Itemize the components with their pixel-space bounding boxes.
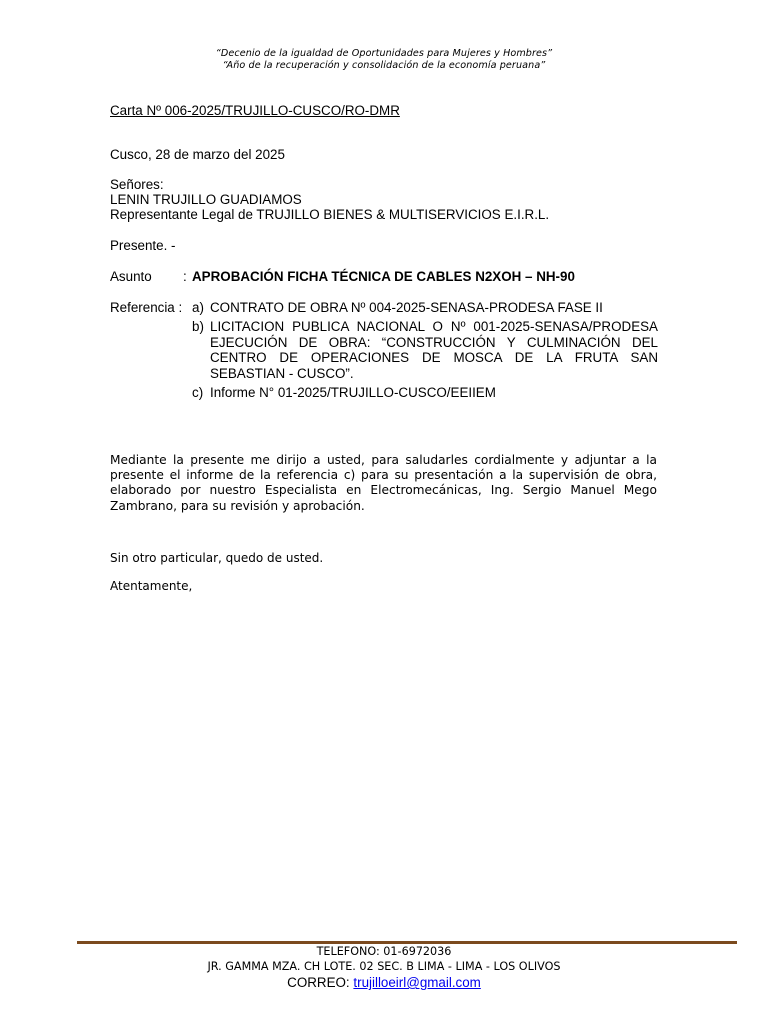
footer-email-link[interactable]: trujilloeirl@gmail.com [353, 975, 481, 990]
reference-b-line-2: EJECUCIÓN DE OBRA: “CONSTRUCCIÓN Y CULMINACIÓN DEL [210, 335, 658, 350]
subject-label: Asunto [110, 269, 152, 284]
closing-line: Sin otro particular, quedo de usted. [110, 551, 324, 565]
footer-email-label: CORREO: [287, 975, 350, 990]
place-date: Cusco, 28 de marzo del 2025 [110, 147, 285, 162]
reference-marker-b: b) [192, 319, 204, 334]
footer-divider [77, 941, 737, 944]
reference-b-line-1: LICITACION PUBLICA NACIONAL O Nº 001-2025-SENASA/PRODESA [210, 319, 658, 334]
subject-colon: : [183, 269, 187, 284]
reference-label: Referencia : [110, 300, 183, 315]
recipient-name: LENIN TRUJILLO GUADIAMOS [110, 192, 302, 207]
reference-b-line-4: SEBASTIAN - CUSCO”. [210, 366, 354, 381]
footer-address: JR. GAMMA MZA. CH LOTE. 02 SEC. B LIMA - LIMA - LOS OLIVOS [207, 960, 561, 973]
reference-b-line-3: CENTRO DE OPERACIONES DE MOSCA DE LA FRUTA SAN [210, 350, 658, 365]
motto-line-1: “Decenio de la igualdad de Oportunidades para Mujeres y Hombres” [215, 48, 553, 59]
sign-off: Atentamente, [110, 579, 193, 593]
motto-line-2: “Año de la recuperación y consolidación de la economía peruana” [222, 60, 546, 71]
reference-marker-c: c) [192, 385, 204, 400]
recipient-role: Representante Legal de TRUJILLO BIENES & MULTISERVICIOS E.I.R.L. [110, 207, 550, 222]
footer-email-line [0, 975, 768, 990]
presente: Presente. - [110, 238, 176, 253]
footer-phone: TELEFONO: 01-6972036 [316, 945, 452, 958]
reference-c-text: Informe N° 01-2025/TRUJILLO-CUSCO/EEIIEM [210, 385, 496, 400]
reference-a-text: CONTRATO DE OBRA Nº 004-2025-SENASA-PRODESA FASE II [210, 300, 603, 315]
reference-marker-a: a) [192, 300, 204, 315]
body-paragraph: Mediante la presente me dirijo a usted, para saludarles cordialmente y adjuntar a la presente el informe de la referencia c) para su presentación a la supervisión de obra, elaborado por nuestro Especialista en Electromecánicas, Ing. Sergio Manuel Mego Zambrano, para su revisión y aprobación. [110, 453, 657, 513]
subject-text: APROBACIÓN FICHA TÉCNICA DE CABLES N2XOH – NH-90 [192, 269, 575, 284]
salutation: Señores: [110, 177, 164, 192]
letter-number: Carta Nº 006-2025/TRUJILLO-CUSCO/RO-DMR [110, 103, 400, 118]
